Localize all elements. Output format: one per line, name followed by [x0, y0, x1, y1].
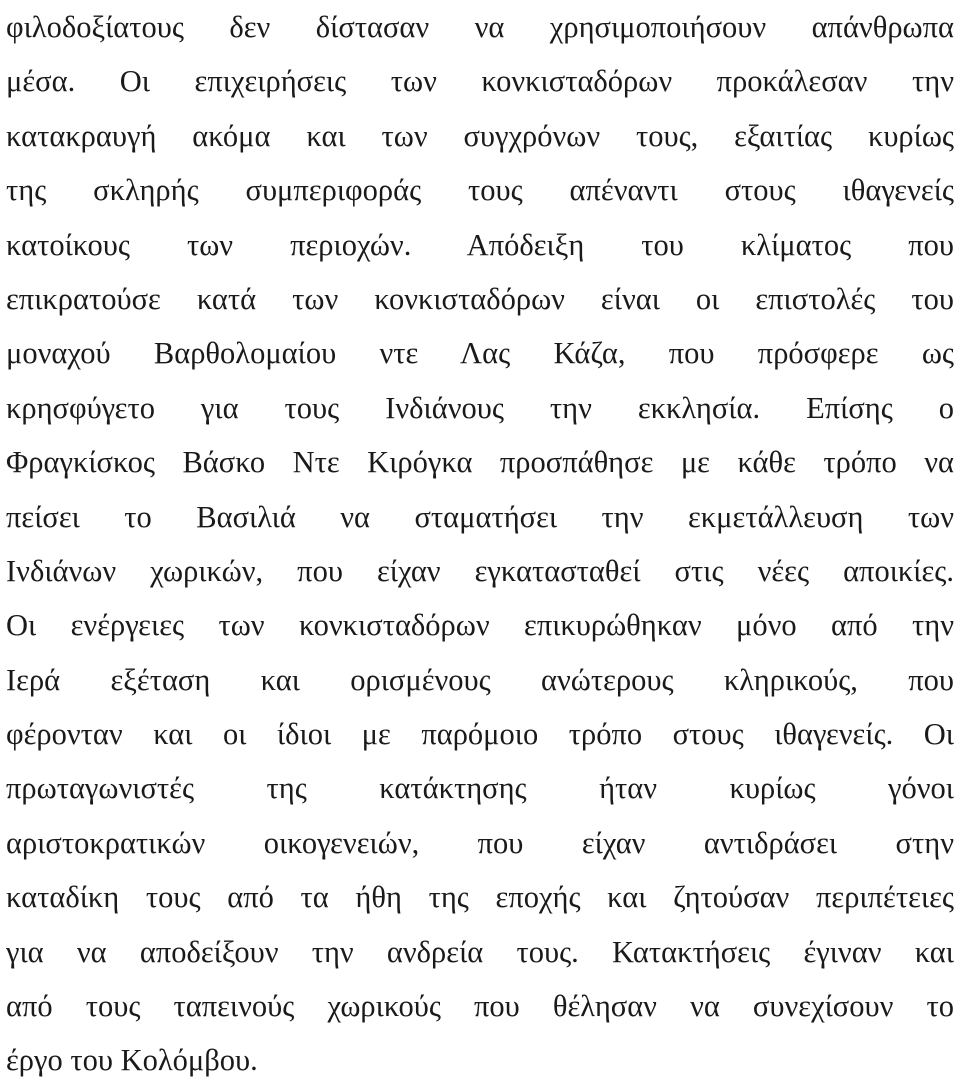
- body-paragraph: [6, 0, 954, 1088]
- text-line: Φραγκίσκος Βάσκο Ντε Κιρόγκα προσπάθησε με κάθε τρόπο να: [6, 445, 954, 480]
- text-line: Οι ενέργειες των κονκισταδόρων επικυρώθηκαν μόνο από την: [6, 608, 954, 643]
- text-line: από τους ταπεινούς χωρικούς που θέλησαν να συνεχίσουν το: [6, 989, 954, 1024]
- text-line: της σκληρής συμπεριφοράς τους απέναντι στους ιθαγενείς: [6, 173, 954, 208]
- text-line: πρωταγωνιστές της κατάκτησης ήταν κυρίως γόνοι: [6, 771, 954, 806]
- text-line: Ινδιάνων χωρικών, που είχαν εγκατασταθεί στις νέες αποικίες.: [6, 553, 954, 588]
- text-line: για να αποδείξουν την ανδρεία τους. Κατακτήσεις έγιναν και: [6, 934, 954, 969]
- text-line: κατοίκους των περιοχών. Απόδειξη του κλίματος που: [6, 227, 954, 262]
- text-line: πείσει το Βασιλιά να σταματήσει την εκμετάλλευση των: [6, 499, 954, 534]
- text-line: έργο του Κολόμβου.: [6, 1043, 258, 1078]
- text-line: φιλοδοξίατους δεν δίστασαν να χρησιμοποιήσουν απάνθρωπα: [6, 10, 954, 44]
- text-line: κατακραυγή ακόμα και των συγχρόνων τους, εξαιτίας κυρίως: [6, 118, 954, 153]
- text-line: αριστοκρατικών οικογενειών, που είχαν αντιδράσει στην: [6, 825, 954, 860]
- text-line: μοναχού Βαρθολομαίου ντε Λας Κάζα, που πρόσφερε ως: [6, 336, 954, 371]
- text-line: Ιερά εξέταση και ορισμένους ανώτερους κληρικούς, που: [6, 662, 954, 697]
- text-line: φέρονταν και οι ίδιοι με παρόμοιο τρόπο στους ιθαγενείς. Οι: [6, 717, 954, 752]
- document-page: [6, 0, 954, 1078]
- text-line: καταδίκη τους από τα ήθη της εποχής και ζητούσαν περιπέτειες: [6, 880, 954, 915]
- text-line: μέσα. Οι επιχειρήσεις των κονκισταδόρων προκάλεσαν την: [6, 64, 954, 99]
- text-line: κρησφύγετο για τους Ινδιάνους την εκκλησία. Επίσης ο: [6, 390, 954, 425]
- text-line: επικρατούσε κατά των κονκισταδόρων είναι οι επιστολές του: [6, 281, 954, 316]
